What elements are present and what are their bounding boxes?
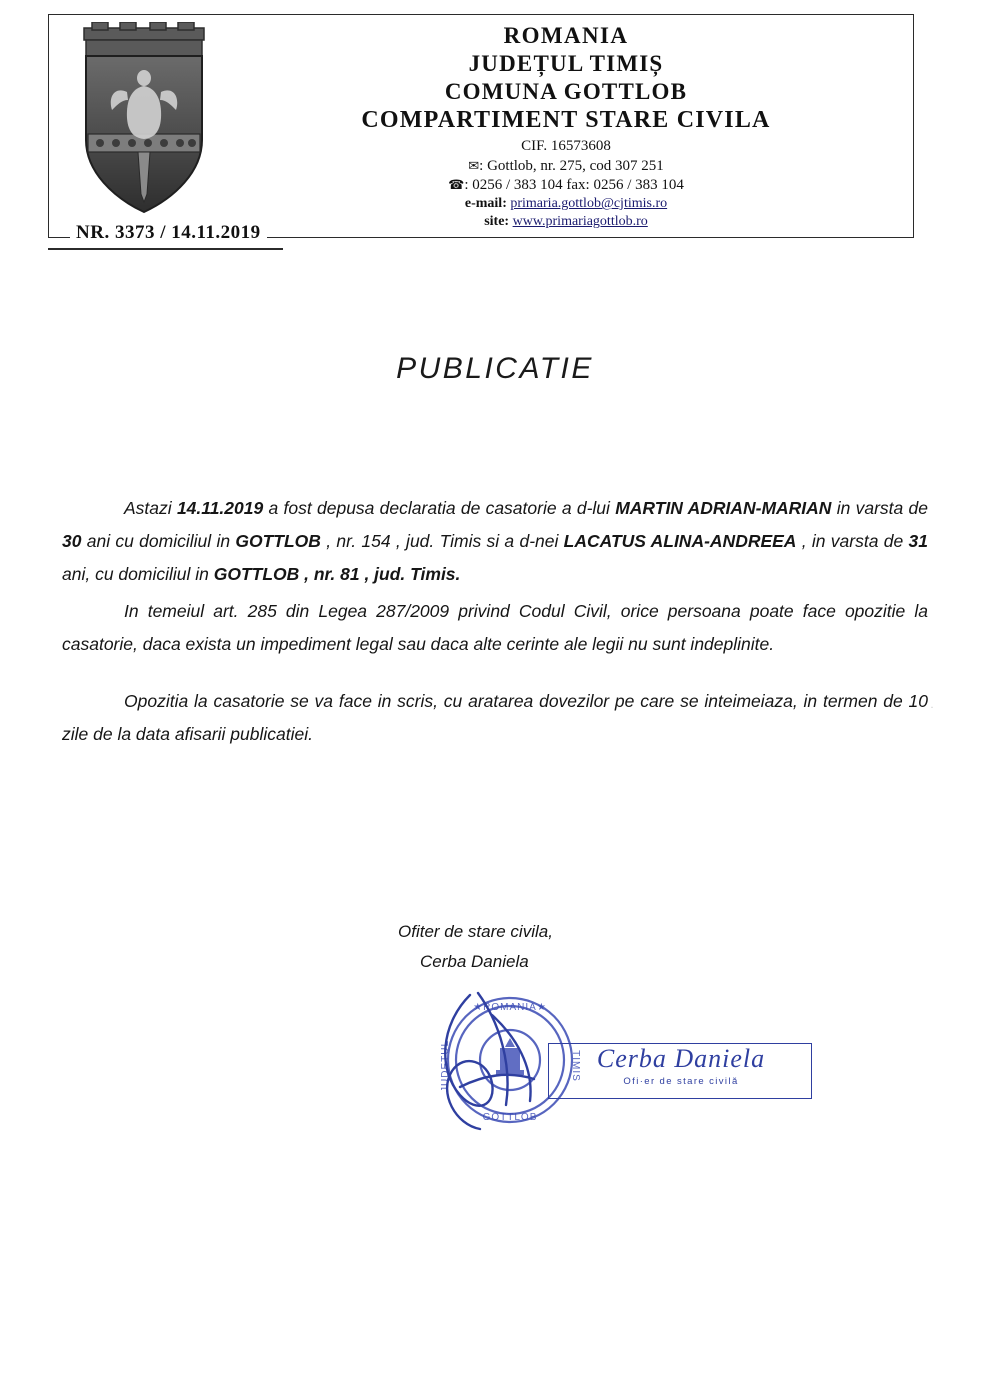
header-department: COMPARTIMENT STARE CIVILA — [361, 107, 771, 134]
p1-mid4: , nr. 154 , jud. Timis si a d-nei — [320, 531, 564, 551]
header-commune: COMUNA GOTTLOB — [444, 79, 688, 105]
registration-number: NR. 3373 / 14.11.2019 — [70, 222, 267, 244]
header-county: JUDEȚUL TIMIȘ — [468, 51, 664, 77]
svg-text:GOTTLOB: GOTTLOB — [482, 1112, 538, 1123]
svg-text:JUDETUL: JUDETUL — [440, 1039, 451, 1093]
p1-mid3: ani cu domiciliul in — [81, 531, 236, 551]
header-phone — [236, 176, 896, 194]
declaration-date: 14.11.2019 — [176, 498, 264, 518]
registration-underline — [48, 248, 283, 250]
envelope-icon: ✉ — [468, 158, 480, 174]
header-address — [236, 157, 896, 175]
p1-mid1: a fost depusa declaratia de casatorie a d-lui — [263, 498, 616, 518]
signature-stamp-name: Cerba Daniela — [596, 1044, 766, 1073]
header-site-label: site: — [484, 214, 510, 230]
p1-mid5: , in varsta de — [796, 531, 909, 551]
telephone-icon: ☎ — [448, 178, 465, 193]
p1-intro: Astazi — [124, 498, 177, 518]
groom-age: 30 — [62, 531, 82, 551]
coat-of-arms-icon — [64, 22, 224, 217]
bride-city: GOTTLOB — [213, 564, 300, 584]
header-site — [236, 213, 896, 230]
p1-end: , nr. 81 , jud. Timis. — [299, 564, 461, 584]
signature-name: Cerba Daniela — [420, 952, 529, 971]
svg-text:TIMIS: TIMIS — [570, 1050, 581, 1082]
page-title: PUBLICATIE — [396, 352, 594, 385]
paragraph-opposition: Opozitia la casatorie se va face in scris, cu aratarea dovezilor pe care se inteimeiaza, in termen de 10 zile de la data afisarii publicatiei. — [62, 691, 928, 744]
header-email-value[interactable]: primaria.gottlob@cjtimis.ro — [510, 196, 668, 212]
bride-name: LACATUS ALINA-ANDREEA — [563, 531, 797, 551]
header-country: ROMANIA — [503, 23, 629, 48]
signature-stamp-role: Ofi·er de stare civilă — [623, 1076, 739, 1087]
header-address-text: : Gottlob, nr. 275, cod 307 251 — [479, 157, 664, 174]
signature-block — [398, 917, 553, 977]
groom-city: GOTTLOB — [235, 531, 321, 551]
header-text-block — [236, 22, 896, 230]
header-email — [236, 195, 896, 212]
header-phone-text: : 0256 / 383 104 fax: 0256 / 383 104 — [464, 177, 684, 193]
scan-artifact: · — [930, 700, 934, 714]
paragraph-legal-basis: In temeiul art. 285 din Legea 287/2009 privind Codul Civil, orice persoana poate face opozitie la casatorie, daca exista un impediment legal sau daca alte cerinte ale legii nu sunt indeplinite. — [62, 601, 928, 654]
signature-role: Ofiter de stare civila, — [398, 922, 553, 941]
paragraph-declaration — [62, 492, 928, 591]
groom-name: MARTIN ADRIAN-MARIAN — [615, 498, 832, 518]
header-email-label: e-mail: — [464, 196, 507, 212]
p1-mid6: ani, cu domiciliul in — [62, 564, 214, 584]
header-cif: CIF. 16573608 — [521, 138, 611, 155]
document-body — [62, 492, 928, 755]
header-site-value[interactable]: www.primariagottlob.ro — [512, 214, 648, 230]
p1-mid2: in varsta de — [831, 498, 929, 518]
svg-text:★ROMANIA★: ★ROMANIA★ — [473, 1002, 547, 1013]
bride-age: 31 — [908, 531, 928, 551]
